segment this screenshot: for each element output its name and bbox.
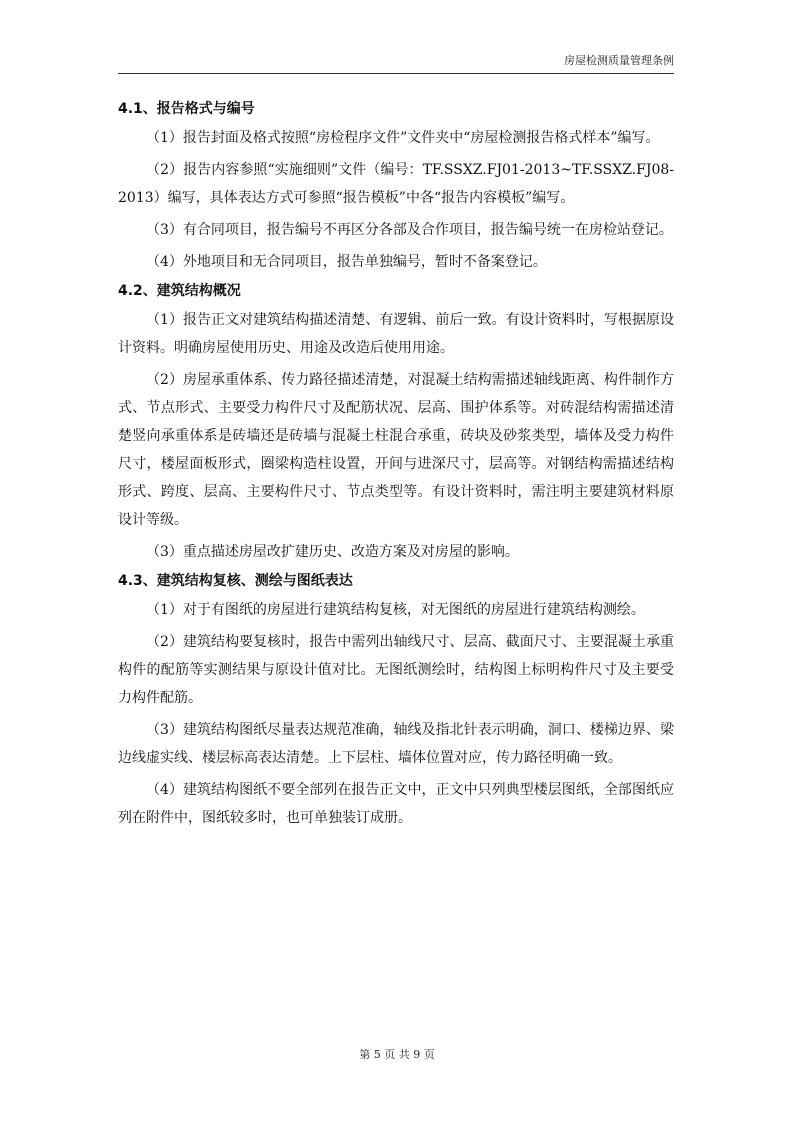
- paragraph: （2）报告内容参照“实施细则”文件（编号：TF.SSXZ.FJ01-2013~TF.SSXZ.FJ08-2013）编写，具体表达方式可参照“报告模板”中各“报告内容模板”编写。: [118, 162, 674, 206]
- section-heading: 4.2、建筑结构概况: [118, 283, 241, 299]
- document-body: [118, 98, 674, 836]
- header-title: 房屋检测质量管理条例: [564, 54, 674, 67]
- paragraph: （1）报告封面及格式按照“房检程序文件”文件夹中“房屋检测报告格式样本”编写。: [146, 130, 660, 146]
- page-header: [118, 50, 674, 74]
- section-4-2: [118, 280, 674, 566]
- paragraph: （4）建筑结构图纸不要全部列在报告正文中，正文中只列典型楼层图纸，全部图纸应列在附件中，图纸较多时，也可单独装订成册。: [118, 782, 674, 826]
- page-number: 第 5 页 共 9 页: [359, 1048, 435, 1061]
- paragraph: （1）对于有图纸的房屋进行建筑结构复核，对无图纸的房屋进行建筑结构测绘。: [146, 602, 645, 618]
- paragraph: （3）建筑结构图纸尽量表达规范准确，轴线及指北针表示明确，洞口、楼梯边界、梁边线虚实线、楼层标高表达清楚。上下层柱、墙体位置对应，传力路径明确一致。: [118, 722, 674, 766]
- paragraph: （3）有合同项目，报告编号不再区分各部及合作项目，报告编号统一在房检站登记。: [146, 222, 673, 238]
- section-heading: 4.3、建筑结构复核、测绘与图纸表达: [118, 573, 353, 589]
- section-4-3: [118, 570, 674, 832]
- paragraph: （4）外地项目和无合同项目，报告单独编号，暂时不备案登记。: [146, 254, 547, 270]
- section-heading: 4.1、报告格式与编号: [118, 101, 255, 117]
- section-4-1: [118, 98, 674, 276]
- paragraph: （3）重点描述房屋改扩建历史、改造方案及对房屋的影响。: [146, 544, 519, 560]
- paragraph: （2）建筑结构要复核时，报告中需列出轴线尺寸、层高、截面尺寸、主要混凝土承重构件的配筋等实测结果与原设计值对比。无图纸测绘时，结构图上标明构件尺寸及主要受力构件配筋。: [118, 634, 674, 706]
- paragraph: （2）房屋承重体系、传力路径描述清楚，对混凝土结构需描述轴线距离、构件制作方式、节点形式、主要受力构件尺寸及配筋状况、层高、围护体系等。对砖混结构需描述清楚竖向承重体系是砖墙还是砖墙与混凝土柱混合承重，砖块及砂浆类型，墙体及受力构件尺寸，楼屋面板形式，圈梁构造柱设置，开间与进深尺寸，层高等。对钢结构需描述结构形式、跨度、层高、主要构件尺寸、节点类型等。有设计资料时，需注明主要建筑材料原设计等级。: [118, 372, 674, 528]
- paragraph: （1）报告正文对建筑结构描述清楚、有逻辑、前后一致。有设计资料时，写根据原设计资料。明确房屋使用历史、用途及改造后使用用途。: [118, 312, 674, 356]
